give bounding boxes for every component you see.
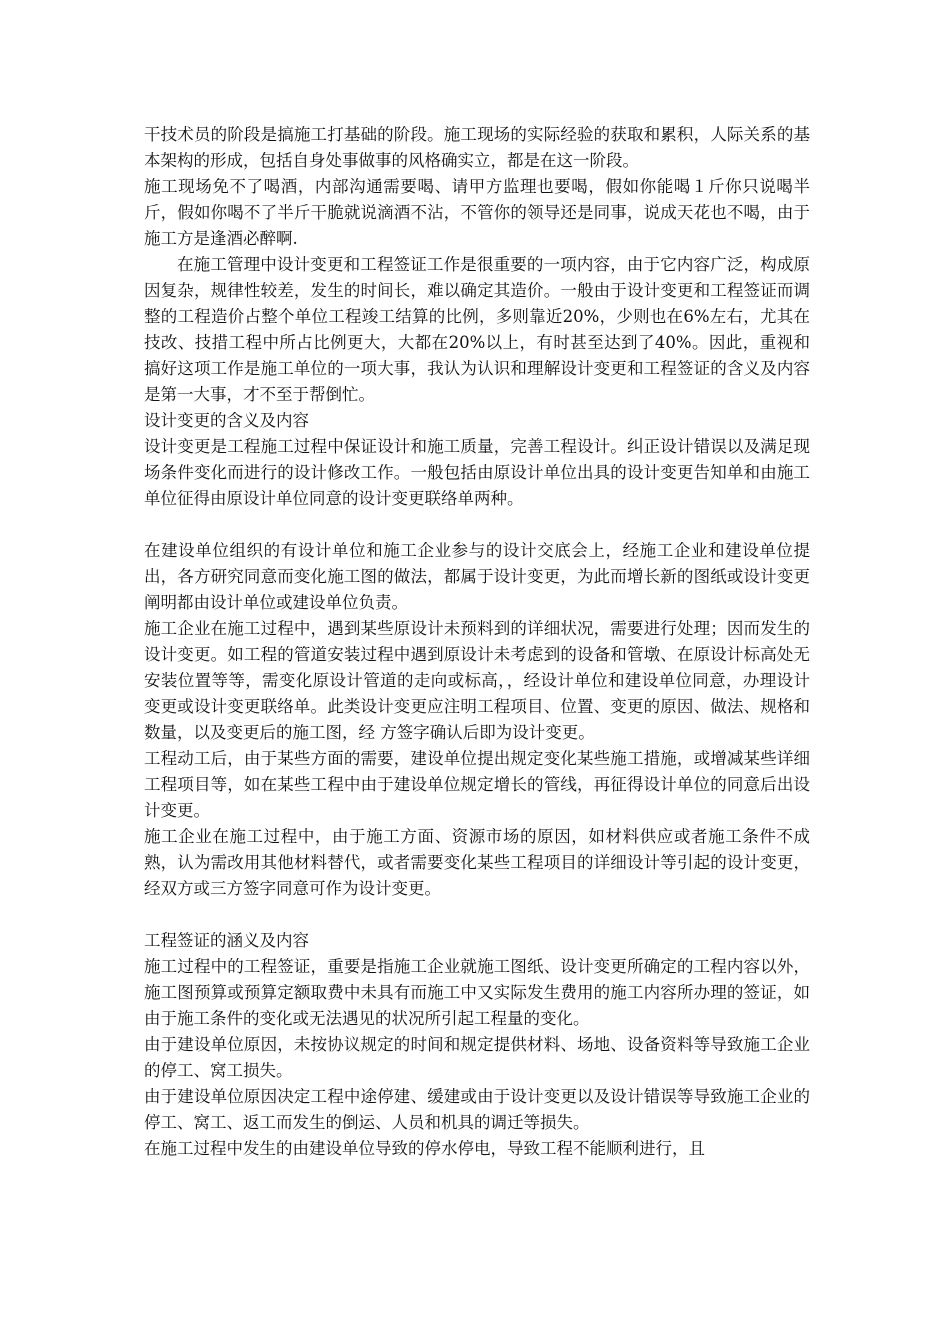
paragraph: 干技术员的阶段是搞施工打基础的阶段。施工现场的实际经验的获取和累积，人际关系的基本架构的形成，包括自身处事做事的风格确实立，都是在这一阶段。 — [144, 125, 810, 170]
paragraph: 施工企业在施工过程中，遇到某些原设计未预料到的详细状况，需要进行处理；因而发生的设计变更。如工程的管道安装过程中遇到原设计未考虑到的设备和管墩、在原设计标高处无安装位置等等，需变化原设计管道的走向或标高，，经设计单位和建设单位同意，办理设计变更或设计变更联络单。此类设计变更应注明工程项目、位置、变更的原因、做法、规格和数量，以及变更后的施工图，经 方签字确认后即为设计变更。 — [144, 619, 810, 742]
paragraph: 设计变更是工程施工过程中保证设计和施工质量，完善工程设计。纠正设计错误以及满足现场条件变化而进行的设计修改工作。一般包括由原设计单位出具的设计变更告知单和由施工单位征得由原设计单位同意的设计变更联络单两种。 — [144, 437, 810, 508]
section-heading-engineering-visa: 工程签证的涵义及内容 — [144, 931, 309, 950]
blank-line — [144, 902, 810, 928]
paragraph: 在施工管理中设计变更和工程签证工作是很重要的一项内容，由于它内容广泛，构成原因复杂，规律性较差，发生的时间长，难以确定其造价。一般由于设计变更和工程签证而调整的工程造价占整个单位工程竣工结算的比例，多则靠近20%，少则也在6%左右，尤其在技改、技措工程中所占比例更大，大都在20%以上，有时甚至达到了40%。因此，重视和搞好这项工作是施工单位的一项大事，我认为认识和理解设计变更和工程签证的含义及内容是第一大事，才不至于帮倒忙。 — [144, 255, 810, 404]
paragraph: 施工企业在施工过程中，由于施工方面、资源市场的原因，如材料供应或者施工条件不成熟，认为需改用其他材料替代，或者需要变化某些工程项目的详细设计等引起的设计变更，经双方或三方签字同意可作为设计变更。 — [144, 827, 810, 898]
section-heading-design-change: 设计变更的含义及内容 — [144, 411, 309, 430]
paragraph: 施工过程中的工程签证，重要是指施工企业就施工图纸、设计变更所确定的工程内容以外，施工图预算或预算定额取费中未具有而施工中又实际发生费用的施工内容所办理的签证，如由于施工条件的变化或无法遇见的状况所引起工程量的变化。 — [144, 957, 810, 1028]
blank-line — [144, 512, 810, 538]
paragraph: 施工现场免不了喝酒，内部沟通需要喝、请甲方监理也要喝，假如你能喝１斤你只说喝半斤，假如你喝不了半斤干脆就说滴酒不沾，不管你的领导还是同事，说成天花也不喝，由于施工方是逢酒必醉啊. — [144, 177, 810, 248]
document-page — [144, 122, 810, 1162]
paragraph: 由于建设单位原因决定工程中途停建、缓建或由于设计变更以及设计错误等导致施工企业的停工、窝工、返工而发生的倒运、人员和机具的调迁等损失。 — [144, 1087, 810, 1132]
paragraph: 工程动工后，由于某些方面的需要，建设单位提出规定变化某些施工措施，或增减某些详细工程项目等，如在某些工程中由于建设单位规定增长的管线，再征得设计单位的同意后出设计变更。 — [144, 749, 810, 820]
paragraph: 由于建设单位原因，未按协议规定的时间和规定提供材料、场地、设备资料等导致施工企业的停工、窝工损失。 — [144, 1035, 810, 1080]
paragraph: 在施工过程中发生的由建设单位导致的停水停电，导致工程不能顺利进行，且 — [144, 1139, 705, 1158]
paragraph: 在建设单位组织的有设计单位和施工企业参与的设计交底会上，经施工企业和建设单位提出，各方研究同意而变化施工图的做法，都属于设计变更，为此而增长新的图纸或设计变更阐明都由设计单位或建设单位负责。 — [144, 541, 810, 612]
